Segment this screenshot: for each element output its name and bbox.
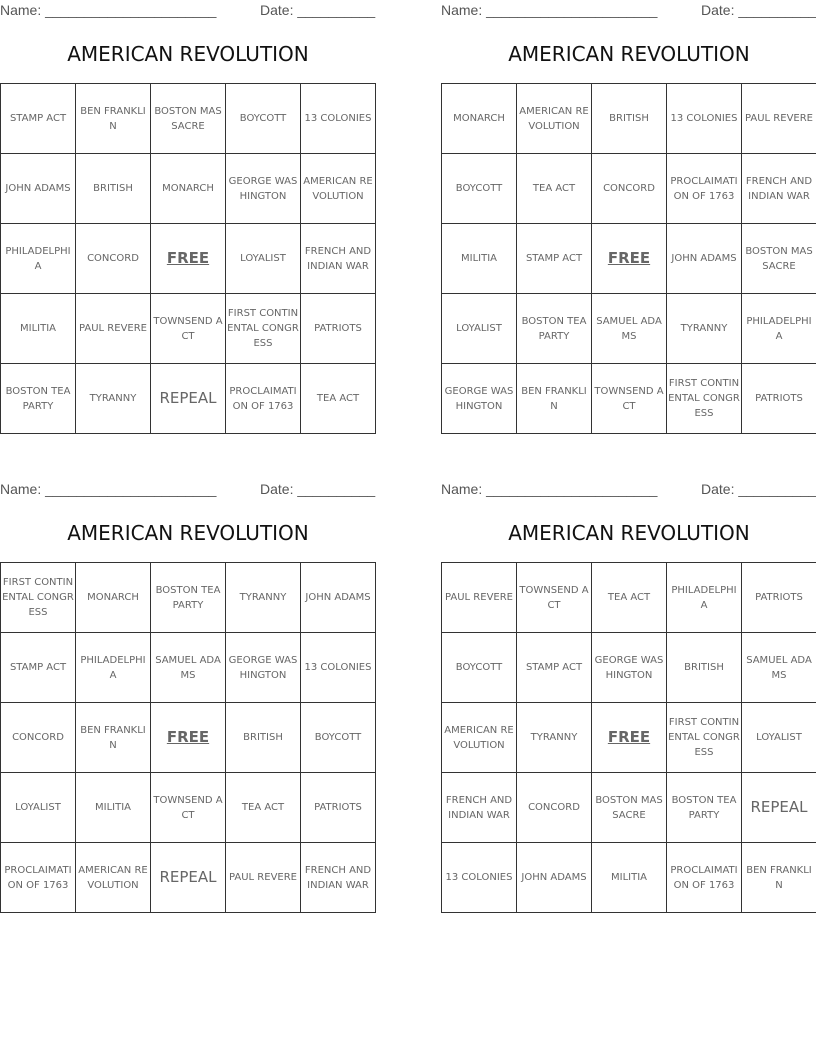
bingo-cell[interactable]: [592, 84, 667, 154]
bingo-cell[interactable]: [517, 843, 592, 913]
bingo-cell[interactable]: [301, 773, 376, 843]
bingo-cell-text: PROCLAIMATION OF 1763: [670, 864, 738, 891]
bingo-cell-text: BRITISH: [243, 732, 283, 743]
bingo-cell[interactable]: [667, 563, 742, 633]
bingo-cell-text: FREE: [166, 249, 210, 267]
bingo-cell[interactable]: [517, 563, 592, 633]
bingo-cell[interactable]: [1, 703, 76, 773]
bingo-cell[interactable]: [151, 294, 226, 364]
bingo-cell-text: AMERICAN REVOLUTION: [303, 175, 373, 202]
bingo-cell[interactable]: [1, 843, 76, 913]
bingo-cell-text: BOSTON TEA PARTY: [521, 315, 587, 342]
grid-row: [442, 364, 816, 434]
bingo-cell[interactable]: [1, 563, 76, 633]
bingo-cell[interactable]: [1, 364, 76, 434]
bingo-cell-text: TOWNSEND ACT: [153, 794, 223, 821]
bingo-cell[interactable]: [442, 224, 517, 294]
bingo-cell-text: LOYALIST: [240, 253, 286, 264]
bingo-cell-text: TOWNSEND ACT: [519, 584, 589, 611]
bingo-cell-text: TYRANNY: [89, 393, 137, 404]
bingo-cell-text: FREE: [607, 249, 651, 267]
bingo-cell[interactable]: [76, 84, 151, 154]
bingo-cell[interactable]: [442, 633, 517, 703]
bingo-cell-text: JOHN ADAMS: [671, 253, 737, 264]
bingo-cell-text: SAMUEL ADAMS: [155, 654, 221, 681]
bingo-cell[interactable]: [742, 154, 816, 224]
name-field[interactable]: Name: ______________________: [0, 2, 217, 18]
bingo-cell[interactable]: [151, 563, 226, 633]
bingo-cell[interactable]: [226, 364, 301, 434]
bingo-cell[interactable]: [1, 154, 76, 224]
bingo-cell-text: CONCORD: [603, 183, 655, 194]
bingo-cell[interactable]: [76, 154, 151, 224]
bingo-cell[interactable]: [442, 294, 517, 364]
bingo-cell[interactable]: [667, 294, 742, 364]
date-field[interactable]: Date: __________: [260, 481, 376, 497]
bingo-cell-text: FREE: [166, 728, 210, 746]
bingo-cell-text: BOSTON TEA PARTY: [671, 794, 737, 821]
bingo-cell[interactable]: [301, 633, 376, 703]
bingo-cell-text: BOYCOTT: [239, 113, 287, 124]
bingo-cell-text: PATRIOTS: [755, 393, 803, 404]
bingo-cell-text: MONARCH: [453, 113, 505, 124]
bingo-card-4: [441, 479, 816, 919]
grid-row: [1, 364, 376, 434]
bingo-cell[interactable]: [226, 773, 301, 843]
bingo-cell[interactable]: [442, 563, 517, 633]
bingo-cell-text: STAMP ACT: [525, 662, 583, 673]
grid-row: [1, 294, 376, 364]
bingo-cell-text: JOHN ADAMS: [305, 592, 371, 603]
bingo-cell[interactable]: [517, 154, 592, 224]
name-field[interactable]: Name: ______________________: [0, 481, 217, 497]
bingo-cell[interactable]: [517, 84, 592, 154]
bingo-cell-text: PROCLAIMATION OF 1763: [4, 864, 72, 891]
bingo-cell-text: TOWNSEND ACT: [153, 315, 223, 342]
bingo-cell-text: TEA ACT: [607, 592, 651, 603]
bingo-cell[interactable]: [1, 84, 76, 154]
grid-row: [442, 294, 816, 364]
bingo-card-1: [0, 0, 376, 440]
bingo-cell[interactable]: [517, 633, 592, 703]
bingo-cell[interactable]: [592, 224, 667, 294]
bingo-cell-text: FRENCH AND INDIAN WAR: [304, 864, 372, 891]
bingo-cell-text: JOHN ADAMS: [5, 183, 71, 194]
bingo-cell[interactable]: [151, 843, 226, 913]
grid-row: [442, 563, 816, 633]
bingo-cell-text: REPEAL: [159, 868, 217, 886]
bingo-cell-text: BEN FRANKLIN: [80, 105, 146, 132]
bingo-cell-text: BOSTON TEA PARTY: [5, 385, 71, 412]
bingo-cell[interactable]: [76, 633, 151, 703]
bingo-cell[interactable]: [76, 843, 151, 913]
bingo-cell-text: PAUL REVERE: [79, 323, 147, 334]
bingo-cell-text: TOWNSEND ACT: [594, 385, 664, 412]
grid-row: [442, 633, 816, 703]
bingo-cell-text: BRITISH: [684, 662, 724, 673]
date-field[interactable]: Date: __________: [701, 2, 816, 18]
grid-row: [1, 224, 376, 294]
bingo-cell-text: TEA ACT: [241, 802, 285, 813]
bingo-cell[interactable]: [667, 154, 742, 224]
grid-row: [442, 703, 816, 773]
name-date-row: [0, 481, 376, 499]
bingo-cell[interactable]: [76, 773, 151, 843]
bingo-cell-text: FIRST CONTINENTAL CONGRESS: [227, 308, 299, 349]
bingo-cell-text: MILITIA: [20, 323, 56, 334]
grid-row: [1, 563, 376, 633]
bingo-grid: [441, 83, 816, 434]
bingo-cell[interactable]: [301, 563, 376, 633]
bingo-cell[interactable]: [1, 773, 76, 843]
bingo-cell-text: STAMP ACT: [9, 113, 67, 124]
bingo-cell[interactable]: [667, 773, 742, 843]
bingo-cell-text: BOSTON MASSACRE: [154, 105, 222, 132]
bingo-cell-text: MONARCH: [87, 592, 139, 603]
bingo-cell[interactable]: [442, 364, 517, 434]
bingo-cell-text: BRITISH: [609, 113, 649, 124]
card-title: AMERICAN REVOLUTION: [67, 521, 309, 545]
bingo-cell-text: TEA ACT: [532, 183, 576, 194]
bingo-cell[interactable]: [442, 773, 517, 843]
bingo-cell[interactable]: [301, 154, 376, 224]
bingo-cell-text: BOYCOTT: [455, 183, 503, 194]
bingo-cell[interactable]: [151, 154, 226, 224]
bingo-cell-text: BEN FRANKLIN: [746, 864, 812, 891]
bingo-cell[interactable]: [151, 773, 226, 843]
bingo-cell-text: TYRANNY: [530, 732, 578, 743]
bingo-cell-text: PHILADELPHIA: [671, 584, 737, 611]
bingo-cell[interactable]: [742, 563, 816, 633]
bingo-cell[interactable]: [301, 224, 376, 294]
bingo-cell-text: GEORGE WASHINGTON: [444, 385, 514, 412]
bingo-cell-text: BEN FRANKLIN: [521, 385, 587, 412]
bingo-cell[interactable]: [226, 843, 301, 913]
bingo-cell[interactable]: [226, 703, 301, 773]
bingo-cell[interactable]: [301, 364, 376, 434]
bingo-cell-text: TEA ACT: [316, 393, 360, 404]
bingo-cell[interactable]: [517, 294, 592, 364]
grid-row: [442, 224, 816, 294]
bingo-cell[interactable]: [742, 224, 816, 294]
bingo-cell-text: PAUL REVERE: [445, 592, 513, 603]
name-date-row: [0, 2, 376, 20]
grid-row: [1, 773, 376, 843]
bingo-cell-text: TYRANNY: [239, 592, 287, 603]
bingo-cell-text: PHILADELPHIA: [80, 654, 146, 681]
bingo-cell[interactable]: [301, 703, 376, 773]
bingo-cell[interactable]: [442, 843, 517, 913]
bingo-cell[interactable]: [592, 633, 667, 703]
bingo-cell-text: REPEAL: [750, 798, 808, 816]
bingo-cell-text: PROCLAIMATION OF 1763: [229, 385, 297, 412]
bingo-cell-text: PATRIOTS: [314, 323, 362, 334]
bingo-cell[interactable]: [76, 703, 151, 773]
bingo-cell-text: PATRIOTS: [314, 802, 362, 813]
bingo-cell-text: AMERICAN REVOLUTION: [78, 864, 148, 891]
bingo-cell[interactable]: [226, 563, 301, 633]
bingo-grid: [0, 562, 376, 913]
bingo-cell-text: MONARCH: [162, 183, 214, 194]
name-field[interactable]: Name: ______________________: [441, 481, 658, 497]
bingo-cell-text: LOYALIST: [15, 802, 61, 813]
bingo-card-3: [0, 479, 376, 919]
bingo-cell[interactable]: [76, 294, 151, 364]
bingo-cell[interactable]: [592, 294, 667, 364]
bingo-cell[interactable]: [151, 84, 226, 154]
bingo-cell[interactable]: [226, 294, 301, 364]
bingo-cell[interactable]: [592, 563, 667, 633]
grid-row: [442, 843, 816, 913]
bingo-cell-text: 13 COLONIES: [304, 662, 372, 673]
bingo-cell[interactable]: [592, 154, 667, 224]
bingo-cell[interactable]: [442, 154, 517, 224]
bingo-cell[interactable]: [667, 84, 742, 154]
bingo-cell-text: AMERICAN REVOLUTION: [519, 105, 589, 132]
bingo-cell[interactable]: [301, 843, 376, 913]
bingo-cell-text: BOSTON MASSACRE: [595, 794, 663, 821]
bingo-cell-text: BRITISH: [93, 183, 133, 194]
date-field[interactable]: Date: __________: [260, 2, 376, 18]
bingo-cell[interactable]: [151, 633, 226, 703]
bingo-cell-text: REPEAL: [159, 389, 217, 407]
bingo-cell-text: CONCORD: [528, 802, 580, 813]
bingo-cell-text: AMERICAN REVOLUTION: [444, 724, 514, 751]
bingo-grid: [0, 83, 376, 434]
bingo-cell[interactable]: [76, 563, 151, 633]
bingo-cell-text: STAMP ACT: [9, 662, 67, 673]
bingo-cell[interactable]: [667, 843, 742, 913]
bingo-cell-text: 13 COLONIES: [445, 872, 513, 883]
bingo-cell-text: GEORGE WASHINGTON: [228, 654, 298, 681]
bingo-cell-text: MILITIA: [95, 802, 131, 813]
bingo-cell-text: PATRIOTS: [755, 592, 803, 603]
bingo-cell-text: CONCORD: [87, 253, 139, 264]
bingo-cell-text: FIRST CONTINENTAL CONGRESS: [2, 577, 74, 618]
bingo-cell[interactable]: [517, 773, 592, 843]
bingo-cell-text: GEORGE WASHINGTON: [228, 175, 298, 202]
bingo-cell-text: BEN FRANKLIN: [80, 724, 146, 751]
bingo-cell[interactable]: [151, 224, 226, 294]
bingo-cell[interactable]: [667, 364, 742, 434]
bingo-cell-text: PAUL REVERE: [745, 113, 813, 124]
bingo-cell[interactable]: [742, 703, 816, 773]
bingo-cell[interactable]: [667, 703, 742, 773]
bingo-cell-text: LOYALIST: [756, 732, 802, 743]
bingo-cell-text: GEORGE WASHINGTON: [594, 654, 664, 681]
bingo-cell-text: MILITIA: [611, 872, 647, 883]
bingo-cell[interactable]: [151, 703, 226, 773]
bingo-grid: [441, 562, 816, 913]
bingo-cell-text: FRENCH AND INDIAN WAR: [745, 175, 813, 202]
grid-row: [1, 154, 376, 224]
bingo-cell-text: JOHN ADAMS: [521, 872, 587, 883]
bingo-cell-text: PHILADELPHIA: [746, 315, 812, 342]
grid-row: [1, 633, 376, 703]
bingo-cell[interactable]: [151, 364, 226, 434]
card-title: AMERICAN REVOLUTION: [67, 42, 309, 66]
bingo-cell[interactable]: [301, 84, 376, 154]
grid-row: [442, 773, 816, 843]
bingo-cell[interactable]: [742, 84, 816, 154]
name-field[interactable]: Name: ______________________: [441, 2, 658, 18]
bingo-cell-text: SAMUEL ADAMS: [746, 654, 812, 681]
bingo-cell-text: BOYCOTT: [314, 732, 362, 743]
bingo-cell[interactable]: [592, 843, 667, 913]
bingo-cell[interactable]: [667, 224, 742, 294]
bingo-cell[interactable]: [742, 633, 816, 703]
bingo-cell-text: SAMUEL ADAMS: [596, 315, 662, 342]
bingo-cell[interactable]: [742, 364, 816, 434]
bingo-cell[interactable]: [742, 843, 816, 913]
bingo-card-2: [441, 0, 816, 440]
bingo-cell[interactable]: [442, 84, 517, 154]
grid-row: [442, 84, 816, 154]
bingo-cell[interactable]: [667, 633, 742, 703]
bingo-cell[interactable]: [517, 364, 592, 434]
bingo-cell[interactable]: [76, 364, 151, 434]
bingo-cell-text: MILITIA: [461, 253, 497, 264]
bingo-cell[interactable]: [592, 364, 667, 434]
bingo-cell-text: PROCLAIMATION OF 1763: [670, 175, 738, 202]
bingo-cell[interactable]: [442, 703, 517, 773]
bingo-cell[interactable]: [517, 224, 592, 294]
card-title: AMERICAN REVOLUTION: [508, 521, 750, 545]
bingo-cell-text: FIRST CONTINENTAL CONGRESS: [668, 717, 740, 758]
name-date-row: [441, 2, 816, 20]
bingo-cell-text: PHILADELPHIA: [5, 245, 71, 272]
grid-row: [442, 154, 816, 224]
date-field[interactable]: Date: __________: [701, 481, 816, 497]
bingo-cell[interactable]: [742, 773, 816, 843]
bingo-cell[interactable]: [1, 294, 76, 364]
bingo-cell[interactable]: [1, 633, 76, 703]
bingo-cell[interactable]: [226, 84, 301, 154]
bingo-cell[interactable]: [226, 154, 301, 224]
bingo-cell-text: CONCORD: [12, 732, 64, 743]
bingo-cell-text: FRENCH AND INDIAN WAR: [304, 245, 372, 272]
bingo-cell-text: FIRST CONTINENTAL CONGRESS: [668, 378, 740, 419]
bingo-cell[interactable]: [226, 224, 301, 294]
bingo-cell-text: STAMP ACT: [525, 253, 583, 264]
bingo-cell[interactable]: [1, 224, 76, 294]
bingo-cell-text: TYRANNY: [680, 323, 728, 334]
bingo-cell-text: BOSTON MASSACRE: [745, 245, 813, 272]
bingo-cell-text: BOYCOTT: [455, 662, 503, 673]
bingo-cell-text: BOSTON TEA PARTY: [155, 584, 221, 611]
bingo-cell[interactable]: [592, 773, 667, 843]
bingo-cell-text: PAUL REVERE: [229, 872, 297, 883]
bingo-cell-text: FREE: [607, 728, 651, 746]
card-title: AMERICAN REVOLUTION: [508, 42, 750, 66]
bingo-cell-text: LOYALIST: [456, 323, 502, 334]
grid-row: [1, 843, 376, 913]
bingo-cell-text: 13 COLONIES: [304, 113, 372, 124]
bingo-cell[interactable]: [301, 294, 376, 364]
bingo-cell-text: FRENCH AND INDIAN WAR: [445, 794, 513, 821]
grid-row: [1, 703, 376, 773]
bingo-cell[interactable]: [517, 703, 592, 773]
bingo-cell[interactable]: [226, 633, 301, 703]
name-date-row: [441, 481, 816, 499]
bingo-cell[interactable]: [742, 294, 816, 364]
bingo-cell-text: 13 COLONIES: [670, 113, 738, 124]
bingo-cell[interactable]: [76, 224, 151, 294]
grid-row: [1, 84, 376, 154]
bingo-cell[interactable]: [592, 703, 667, 773]
